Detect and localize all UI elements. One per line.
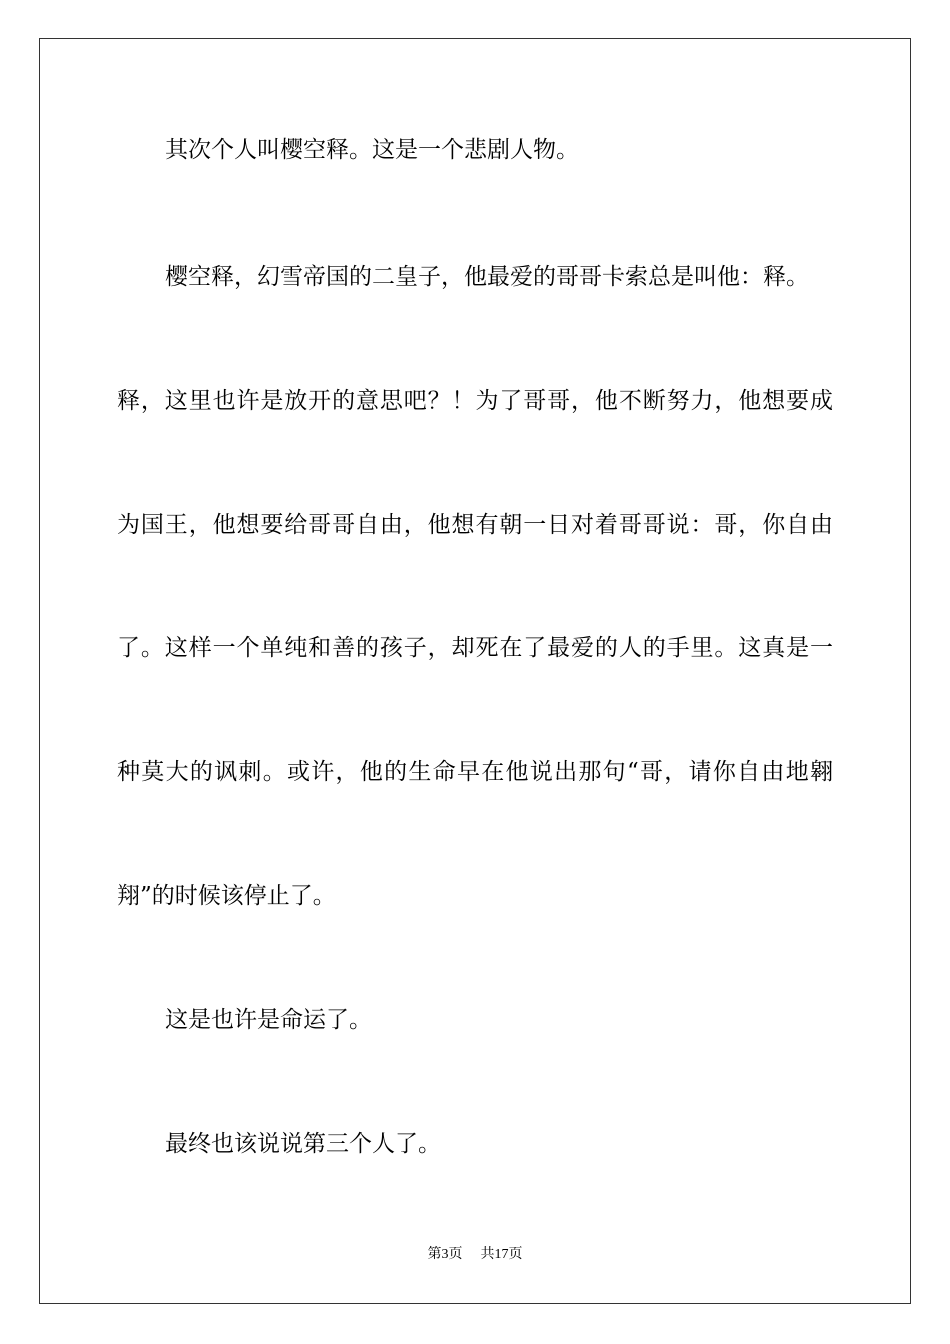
paragraph-line: 了。这样一个单纯和善的孩子，却死在了最爱的人的手里。这真是一 [117,635,833,661]
paragraph-line: 樱空释，幻雪帝国的二皇子，他最爱的哥哥卡索总是叫他：释。 [165,264,809,290]
paragraph-line: 这是也许是命运了。 [165,1007,372,1033]
page-border [39,38,911,1304]
paragraph-line: 种莫大的讽刺。或许，他的生命早在他说出那句“哥，请你自由地翱 [117,759,833,785]
paragraph-line: 其次个人叫樱空释。这是一个悲剧人物。 [165,137,579,163]
paragraph-line: 为国王，他想要给哥哥自由，他想有朝一日对着哥哥说：哥，你自由 [117,512,833,538]
page-number: 第3页 [427,1247,463,1262]
total-pages: 共17页 [480,1247,523,1262]
paragraph-line: 翔”的时候该停止了。 [117,883,336,909]
paragraph-line: 释，这里也许是放开的意思吧？！为了哥哥，他不断努力，他想要成 [117,388,833,414]
paragraph-line: 最终也该说说第三个人了。 [165,1131,441,1157]
page-footer [0,1245,950,1265]
